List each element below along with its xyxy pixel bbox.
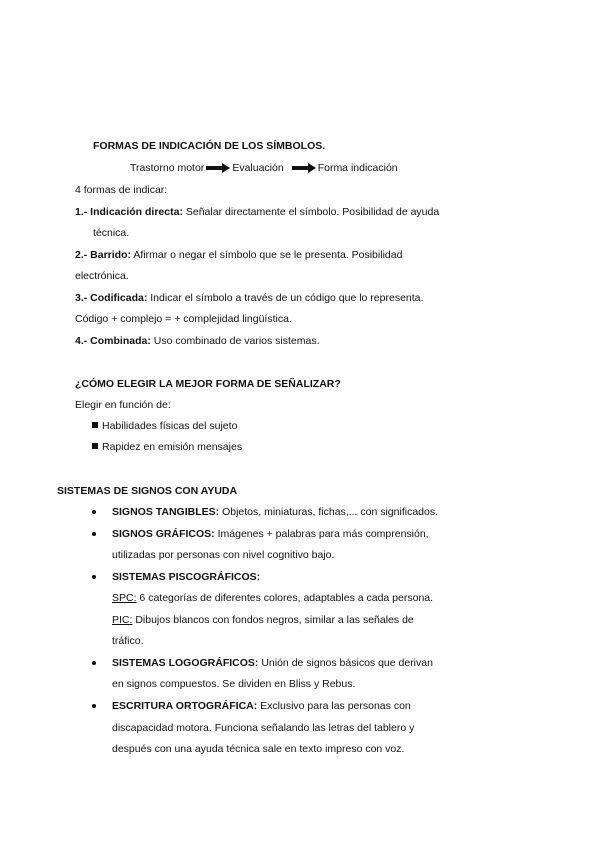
square-bullet-icon	[92, 443, 98, 449]
list-item: SIGNOS TANGIBLES: Objetos, miniaturas, fichas,... con significados.	[112, 506, 439, 518]
list-item-cont: tráfico.	[112, 635, 144, 647]
sub-item-spc: SPC: 6 categorías de diferentes colores, adaptables a cada persona.	[112, 592, 434, 604]
list-item: ESCRITURA ORTOGRÁFICA: Exclusivo para las personas con	[112, 700, 411, 712]
section-title-indicacion: FORMAS DE INDICACIÓN DE LOS SÍMBOLOS.	[93, 140, 326, 152]
list-item: 1.- Indicación directa: Señalar directamente el símbolo. Posibilidad de ayuda	[75, 206, 440, 218]
list-item-cont: discapacidad motora. Funciona señalando las letras del tablero y	[112, 722, 415, 734]
list-item: Habilidades físicas del sujeto	[92, 420, 237, 433]
intro-text: 4 formas de indicar:	[75, 184, 168, 196]
list-item: SISTEMAS LOGOGRÁFICOS: Unión de signos básicos que derivan	[112, 657, 433, 669]
flow-diagram	[130, 162, 398, 175]
bullet-dot-icon	[92, 575, 96, 579]
list-item-cont: electrónica.	[75, 270, 129, 282]
right-arrow-icon	[292, 163, 316, 173]
list-item: 4.- Combinada: Uso combinado de varios sistemas.	[75, 335, 320, 347]
section-title-sistemas: SISTEMAS DE SIGNOS CON AYUDA	[57, 485, 238, 497]
list-item: SIGNOS GRÁFICOS: Imágenes + palabras para más comprensión,	[112, 528, 429, 540]
list-item: 2.- Barrido: Afirmar o negar el símbolo que se le presenta. Posibilidad	[75, 249, 403, 261]
list-item: 3.- Codificada: Indicar el símbolo a través de un código que lo representa.	[75, 292, 424, 304]
intro-text: Elegir en función de:	[75, 399, 171, 411]
sub-item-pic: PIC: Dibujos blancos con fondos negros, similar a las señales de	[112, 614, 414, 626]
list-item: SISTEMAS PISCOGRÁFICOS:	[112, 571, 261, 583]
list-item-cont: Código + complejo = + complejidad lingüística.	[75, 313, 292, 325]
right-arrow-icon	[206, 163, 230, 173]
section-title-elegir: ¿CÓMO ELEGIR LA MEJOR FORMA DE SEÑALIZAR?	[75, 378, 341, 390]
list-item-cont: técnica.	[93, 227, 130, 239]
bullet-dot-icon	[92, 532, 96, 536]
list-item-cont: utilizadas por personas con nivel cognitivo bajo.	[112, 549, 335, 561]
list-item-cont: después con una ayuda técnica sale en texto impreso con voz.	[112, 743, 405, 755]
bullet-dot-icon	[92, 661, 96, 665]
flow-step-2: Evaluación	[232, 162, 284, 174]
square-bullet-icon	[92, 422, 98, 428]
bullet-dot-icon	[92, 704, 96, 708]
bullet-dot-icon	[92, 510, 96, 514]
flow-step-1: Trastorno motor	[130, 162, 205, 174]
list-item-cont: en signos compuestos. Se dividen en Bliss y Rebus.	[112, 678, 356, 690]
list-item: Rapidez en emisión mensajes	[92, 441, 242, 454]
flow-step-3: Forma indicación	[317, 162, 398, 174]
